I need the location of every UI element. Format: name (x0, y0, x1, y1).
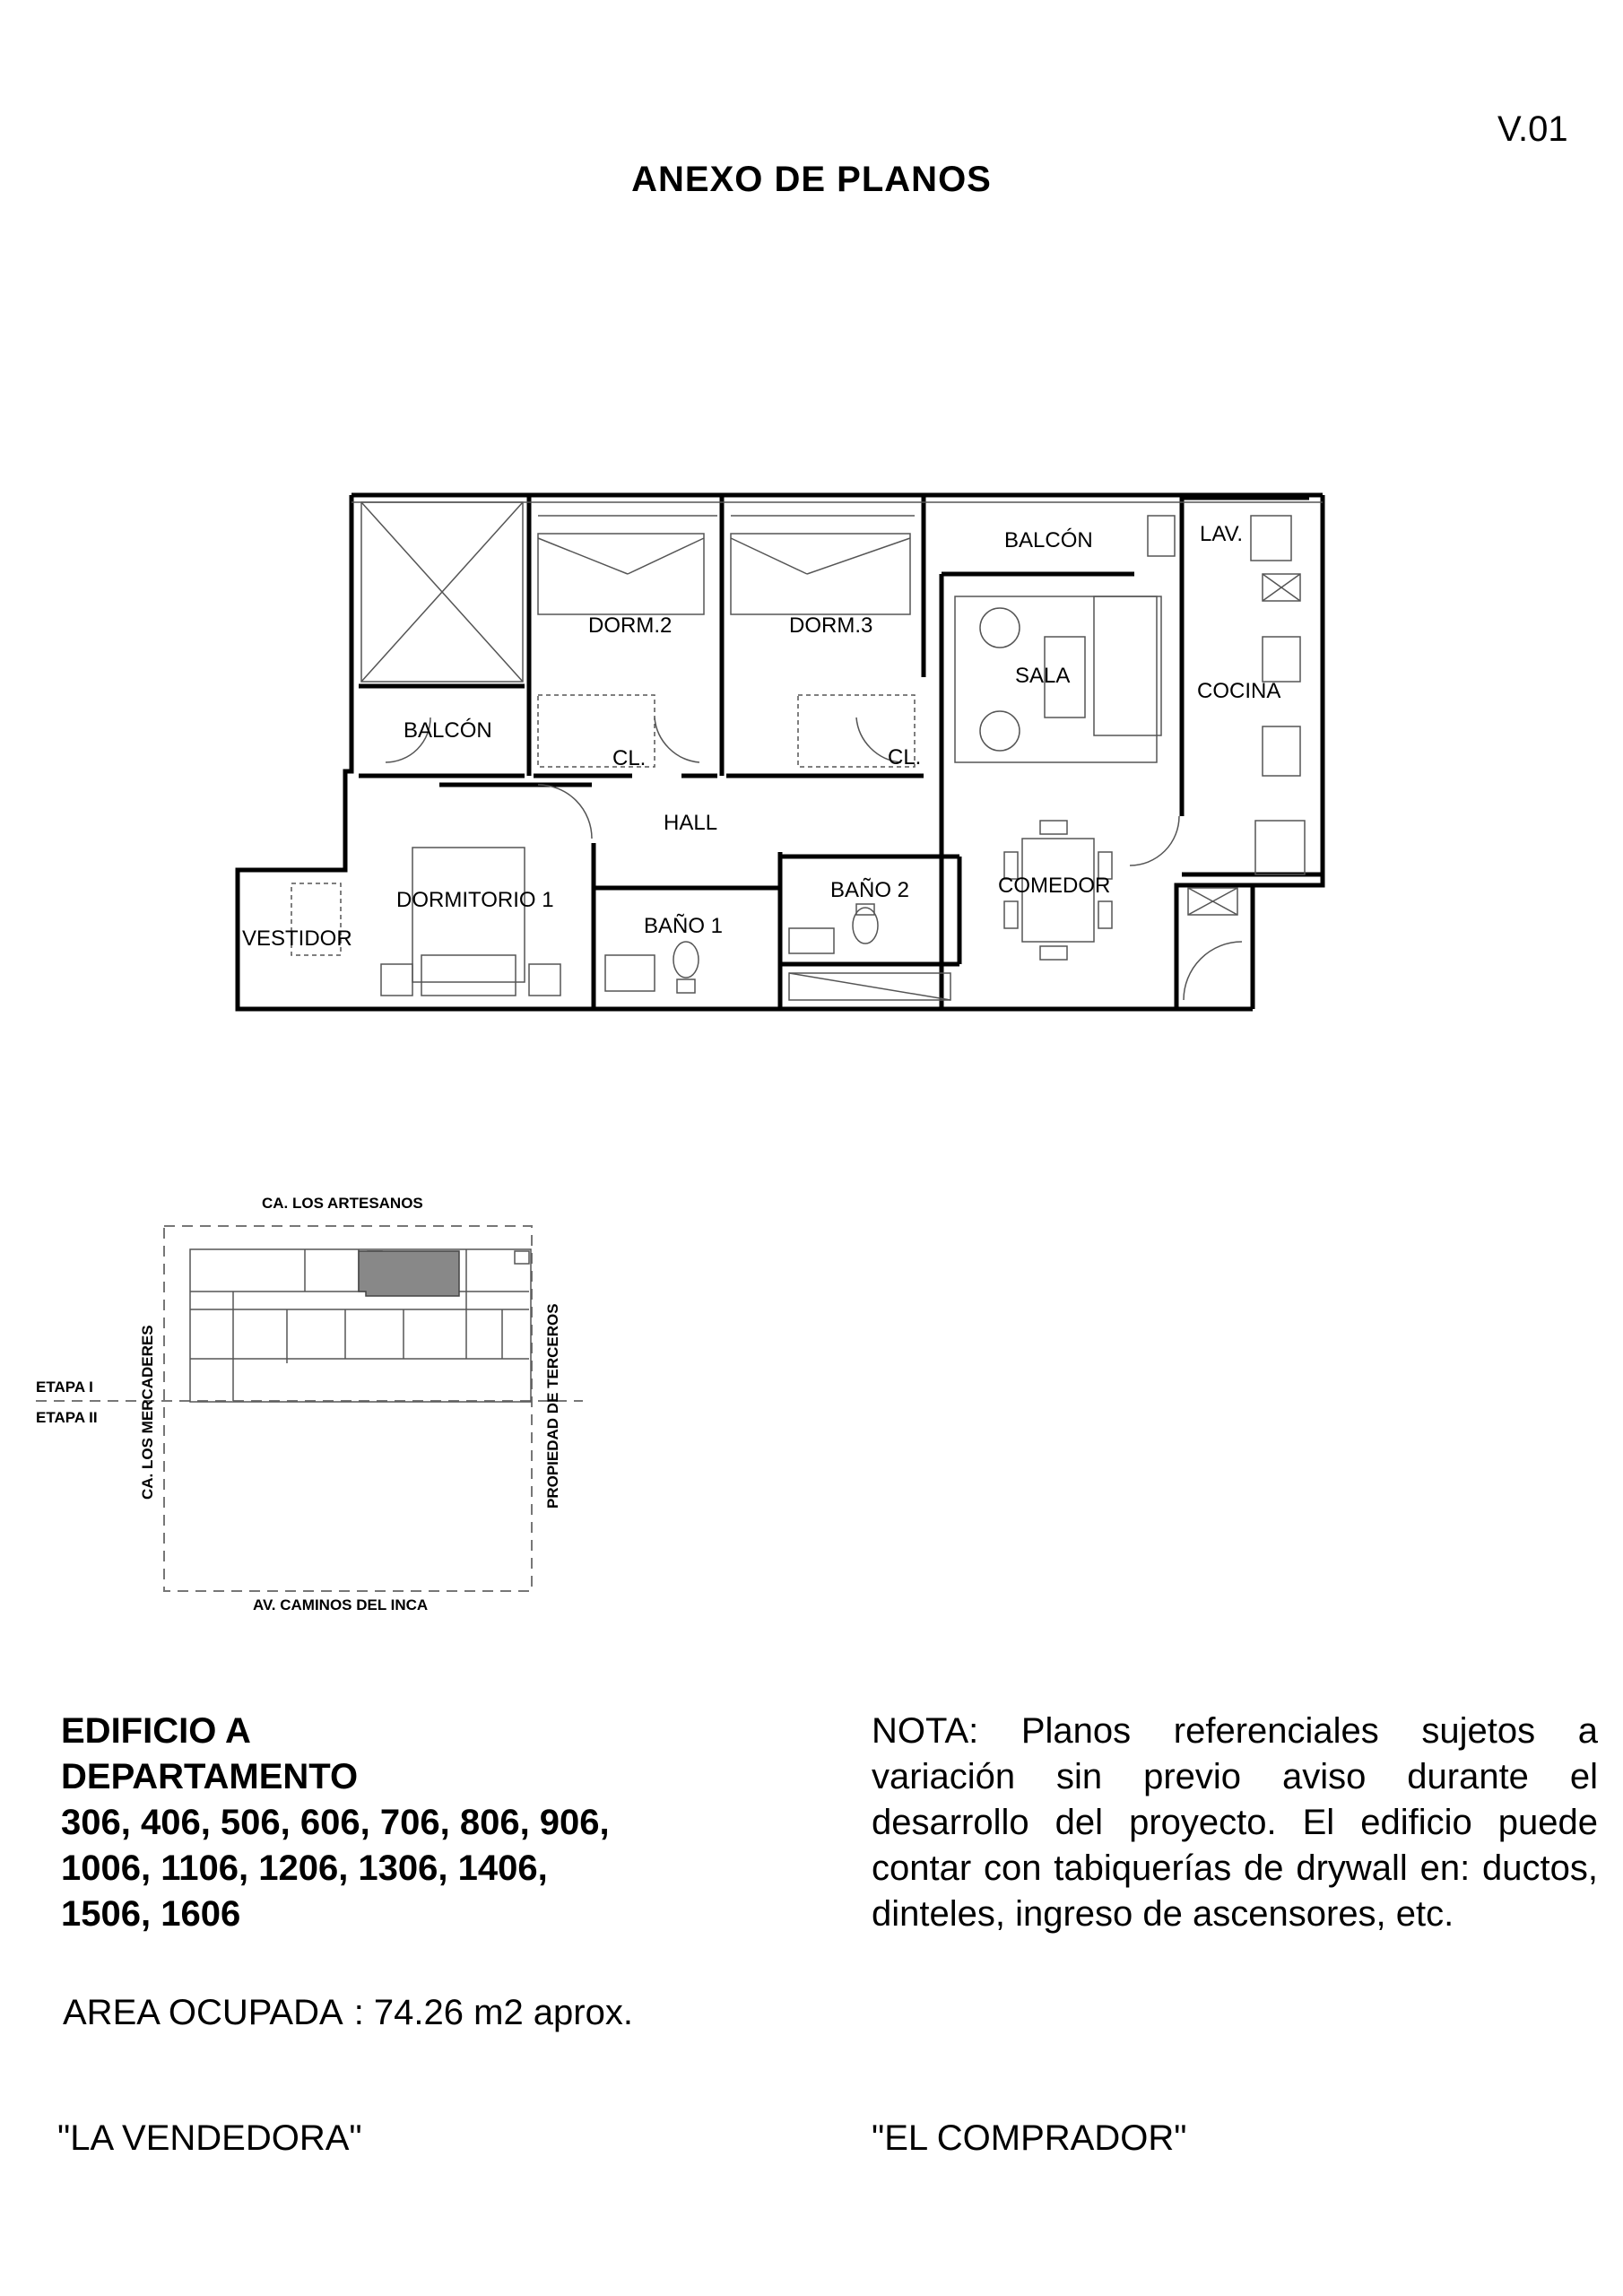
page-title: ANEXO DE PLANOS (631, 160, 992, 199)
label-bano2: BAÑO 2 (830, 878, 910, 902)
note-text: NOTA: Planos referenciales sujetos a variación sin previo aviso durante el desarrollo del proyecto. El edificio puede contar con tabiquerías de drywall en: ductos, dinteles, ingreso de ascensores, etc. (872, 1711, 1598, 1934)
street-left-label: CA. LOS MERCADERES (139, 1325, 156, 1500)
stage-2-label: ETAPA II (36, 1409, 98, 1426)
buyer-signature-label: "EL COMPRADOR" (872, 2118, 1187, 2158)
label-sala: SALA (1015, 664, 1071, 688)
label-dorm2: DORM.2 (588, 613, 673, 638)
label-dormitorio1: DORMITORIO 1 (396, 888, 554, 912)
label-cl-dorm3: CL. (888, 745, 922, 770)
label-balcon-left: BALCÓN (404, 718, 492, 743)
label-bano1: BAÑO 1 (644, 914, 724, 938)
label-comedor: COMEDOR (998, 874, 1111, 898)
unit-numbers-line1: 306, 406, 506, 606, 706, 806, 906, (61, 1803, 610, 1842)
label-balcon-top: BALCÓN (1004, 528, 1093, 552)
unit-info (61, 1709, 742, 1937)
seller-signature-label: "LA VENDEDORA" (57, 2118, 362, 2158)
area-label: AREA OCUPADA (63, 1993, 343, 2032)
building-name: EDIFICIO A (61, 1711, 251, 1751)
label-vestidor: VESTIDOR (242, 926, 352, 951)
stage-1-label: ETAPA I (36, 1378, 93, 1396)
version-label: V.01 (1497, 109, 1568, 149)
label-dorm3: DORM.3 (789, 613, 873, 638)
label-hall: HALL (664, 811, 718, 835)
unit-numbers-line3: 1506, 1606 (61, 1894, 241, 1934)
label-lav: LAV. (1200, 522, 1244, 546)
label-cocina: COCINA (1197, 679, 1281, 703)
area-value: : 74.26 m2 aprox. (353, 1993, 633, 2032)
unit-label: DEPARTAMENTO (61, 1757, 359, 1796)
street-right-label: PROPIEDAD DE TERCEROS (544, 1303, 561, 1509)
street-bottom-label: AV. CAMINOS DEL INCA (253, 1596, 429, 1613)
street-top-label: CA. LOS ARTESANOS (262, 1195, 423, 1212)
label-cl-dorm2: CL. (612, 746, 647, 770)
area-line (63, 1993, 644, 2033)
unit-numbers-line2: 1006, 1106, 1206, 1306, 1406, (61, 1848, 548, 1888)
